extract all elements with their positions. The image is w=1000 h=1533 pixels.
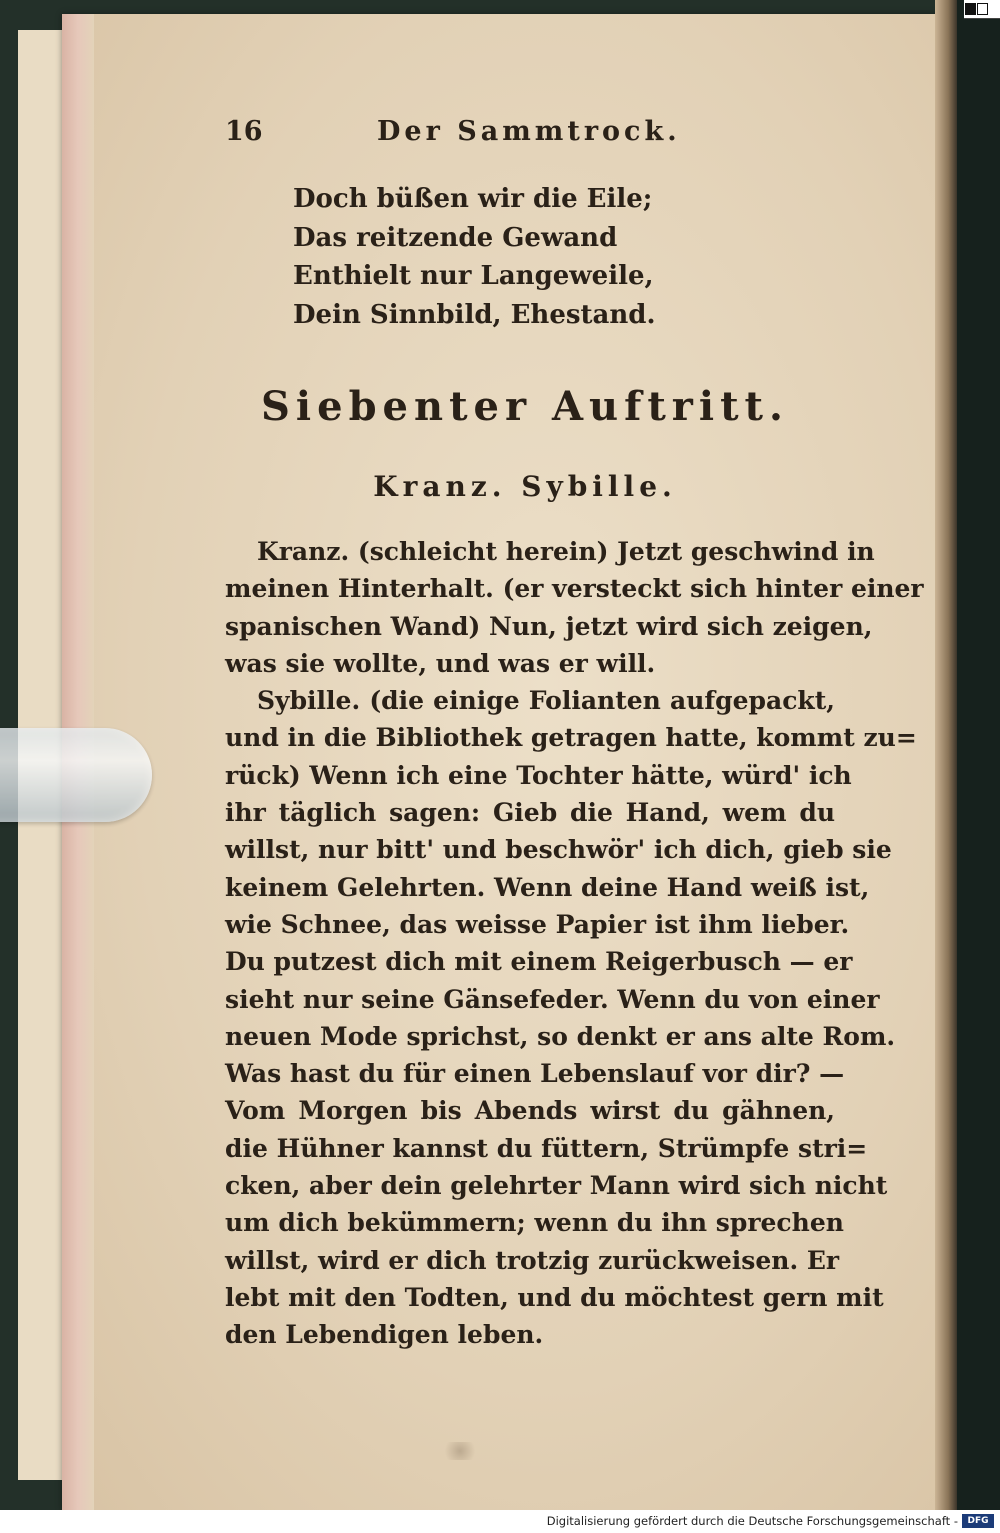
dfg-logo-icon: DFG [962,1514,994,1528]
running-title: Der Sammtrock. [377,116,681,147]
prose-line: meinen Hinterhalt. (er versteckt sich hinter einer [225,574,924,604]
prose-line: rück) Wenn ich eine Tochter hätte, würd' ich [225,760,852,790]
prose-line: den Lebendigen leben. [225,1320,544,1350]
prose-block [225,533,924,1354]
scan-background [957,0,1000,1510]
page-clip [0,728,152,822]
prose-line: lebt mit den Todten, und du möchtest gern mit [225,1282,884,1312]
verse-line: Dein Sinnbild, Ehestand. [293,299,656,330]
prose-line: Vom Morgen bis Abends wirst du gähnen, [225,1096,835,1126]
prose-line: Du putzest dich mit einem Reigerbusch — er [225,947,853,977]
prose-line: um dich bekümmern; wenn du ihn sprechen [225,1208,844,1238]
prose-line: wie Schnee, das weisse Papier ist ihm lieber. [225,909,850,939]
prose-line: neuen Mode sprichst, so denkt er ans alte Rom. [225,1021,896,1051]
verse-line: Das reitzende Gewand [293,222,618,253]
footer-bar [0,1510,1000,1533]
verse-block [293,180,903,334]
prose-line: ihr täglich sagen: Gieb die Hand, wem du [225,798,835,828]
color-scale-strip [964,0,1000,19]
page-header [225,116,845,156]
prose-line: keinem Gelehrten. Wenn deine Hand weiß ist, [225,872,870,902]
prose-line: und in die Bibliothek getragen hatte, kommt zu= [225,723,917,753]
prose-line: spanischen Wand) Nun, jetzt wird sich zeigen, [225,611,873,641]
page-number: 16 [225,116,263,147]
prose-line: Sybille. (die einige Folianten aufgepackt, [257,686,835,716]
prose-line: cken, aber dein gelehrter Mann wird sich nicht [225,1171,888,1201]
prose-line: was sie wollte, und was er will. [225,648,656,678]
page-right-edge [935,0,957,1510]
funding-credit: Digitalisierung gefördert durch die Deutsche Forschungsgemeinschaft - [546,1514,958,1528]
scene-title: Siebenter Auftritt. [261,383,789,430]
prose-line: Kranz. (schleicht herein) Jetzt geschwind in [257,537,875,566]
prose-line: Was hast du für einen Lebenslauf vor dir? — [225,1059,845,1089]
prose-line: die Hühner kannst du füttern, Strümpfe stri= [225,1133,868,1163]
verse-line: Doch büßen wir die Eile; [293,184,653,214]
scene-characters: Kranz. Sybille. [373,470,677,503]
prose-line: willst, wird er dich trotzig zurückweisen. Er [225,1245,840,1275]
ink-smudge [440,1442,480,1460]
prose-line: willst, nur bitt' und beschwör' ich dich, gieb sie [225,835,892,865]
prose-line: sieht nur seine Gänsefeder. Wenn du von einer [225,984,880,1014]
verse-line: Enthielt nur Langeweile, [293,261,654,291]
